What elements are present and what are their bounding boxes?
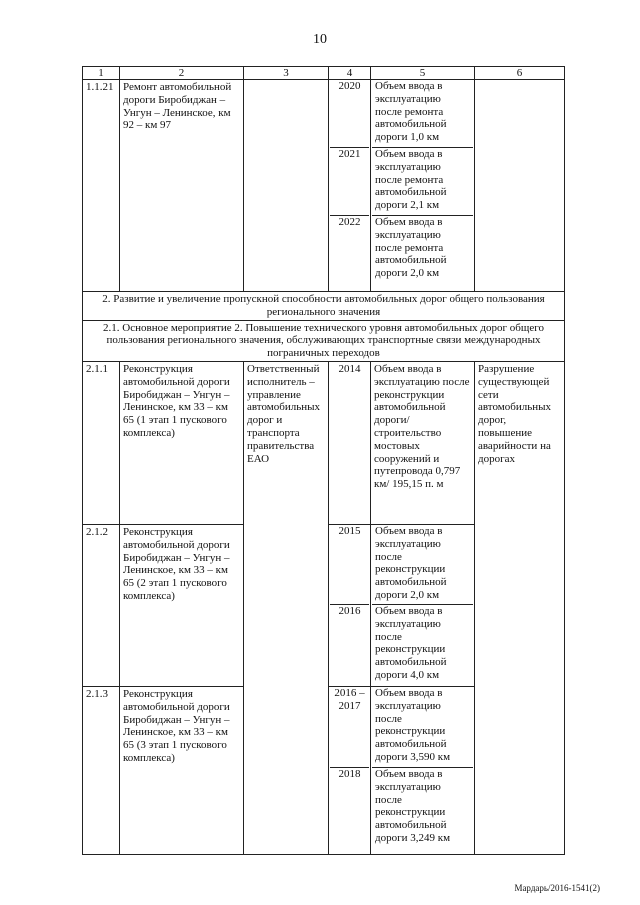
year-cell: 2016 – 2017	[330, 687, 369, 768]
section-heading: 2.1. Основное мероприятие 2. Повышение технического уровня автомобильных дорог общего пользования регионального значения, обслуживающих транспортные связи международных пограничных переходов	[83, 320, 565, 361]
year-cell: 2018	[338, 767, 361, 780]
row-years	[329, 524, 371, 686]
result-cell: Объем ввода в эксплуатацию после ремонта автомобильной дороги 2,1 км	[372, 148, 473, 216]
row-name: Реконструкция автомобильной дороги Биробиджан – Унгун – Ленинское, км 33 – км 65 (2 этап 1 пускового комплекса)	[120, 524, 244, 686]
program-table	[82, 66, 565, 855]
row-consequence	[475, 80, 565, 292]
row-number: 2.1.3	[83, 686, 120, 854]
section-heading: 2. Развитие и увеличение пропускной способности автомобильных дорог общего пользования регионального значения	[83, 292, 565, 321]
header-cell: 2	[120, 67, 244, 80]
year-cell: 2015	[330, 525, 369, 605]
row-number: 1.1.21	[83, 80, 120, 292]
year-cell: 2022	[338, 216, 361, 228]
row-name: Ремонт автомобильной дороги Биробиджан – Унгун – Ленинское, км 92 – км 97	[120, 80, 244, 292]
year-cell: 2020	[330, 80, 369, 148]
result-cell: Объем ввода в эксплуатацию после реконструкции автомобильной дороги 2,0 км	[372, 525, 473, 605]
page-number: 10	[313, 32, 327, 47]
row-results	[371, 80, 475, 292]
header-row	[83, 67, 565, 80]
result-cell: Объем ввода в эксплуатацию после реконструкции автомобильной дороги 3,590 км	[372, 687, 473, 768]
row-number: 2.1.2	[83, 524, 120, 686]
header-cell: 1	[83, 67, 120, 80]
row-responsible: Ответственный исполнитель – управление автомобильных дорог и транспорта правительства ЕАО	[244, 361, 329, 854]
row-number: 2.1.1	[83, 361, 120, 524]
header-cell: 4	[329, 67, 371, 80]
table-row	[83, 361, 565, 524]
year-cell: 2021	[330, 148, 369, 216]
row-consequence: Разрушение существующей сети автомобильных дорог, повышение аварийности на дорогах	[475, 361, 565, 854]
section-row	[83, 292, 565, 321]
row-responsible	[244, 80, 329, 292]
year-cell: 2014	[329, 361, 371, 524]
row-years	[329, 80, 371, 292]
document-footer: Мардарь/2016-1541(2)	[514, 883, 600, 893]
row-years	[329, 686, 371, 854]
table-row	[83, 80, 565, 292]
row-name: Реконструкция автомобильной дороги Биробиджан – Унгун – Ленинское, км 33 – км 65 (1 этап 1 пускового комплекса)	[120, 361, 244, 524]
result-cell: Объем ввода в эксплуатацию после ремонта автомобильной дороги 2,0 км	[375, 216, 447, 280]
row-results	[371, 524, 475, 686]
row-results	[371, 686, 475, 854]
year-cell: 2016	[338, 604, 361, 617]
section-row	[83, 320, 565, 361]
result-cell: Объем ввода в эксплуатацию после реконструкции автомобильной дороги/ строительство мостовых сооружений и путепровода 0,797 км/ 195,15 п. м	[371, 361, 475, 524]
result-cell: Объем ввода в эксплуатацию после реконструкции автомобильной дороги 4,0 км	[375, 604, 447, 681]
row-name: Реконструкция автомобильной дороги Биробиджан – Унгун – Ленинское, км 33 – км 65 (3 этап 1 пускового комплекса)	[120, 686, 244, 854]
header-cell: 5	[371, 67, 475, 80]
header-cell: 6	[475, 67, 565, 80]
result-cell: Объем ввода в эксплуатацию после реконструкции автомобильной дороги 3,249 км	[375, 767, 451, 844]
header-cell: 3	[244, 67, 329, 80]
result-cell: Объем ввода в эксплуатацию после ремонта автомобильной дороги 1,0 км	[372, 80, 473, 148]
